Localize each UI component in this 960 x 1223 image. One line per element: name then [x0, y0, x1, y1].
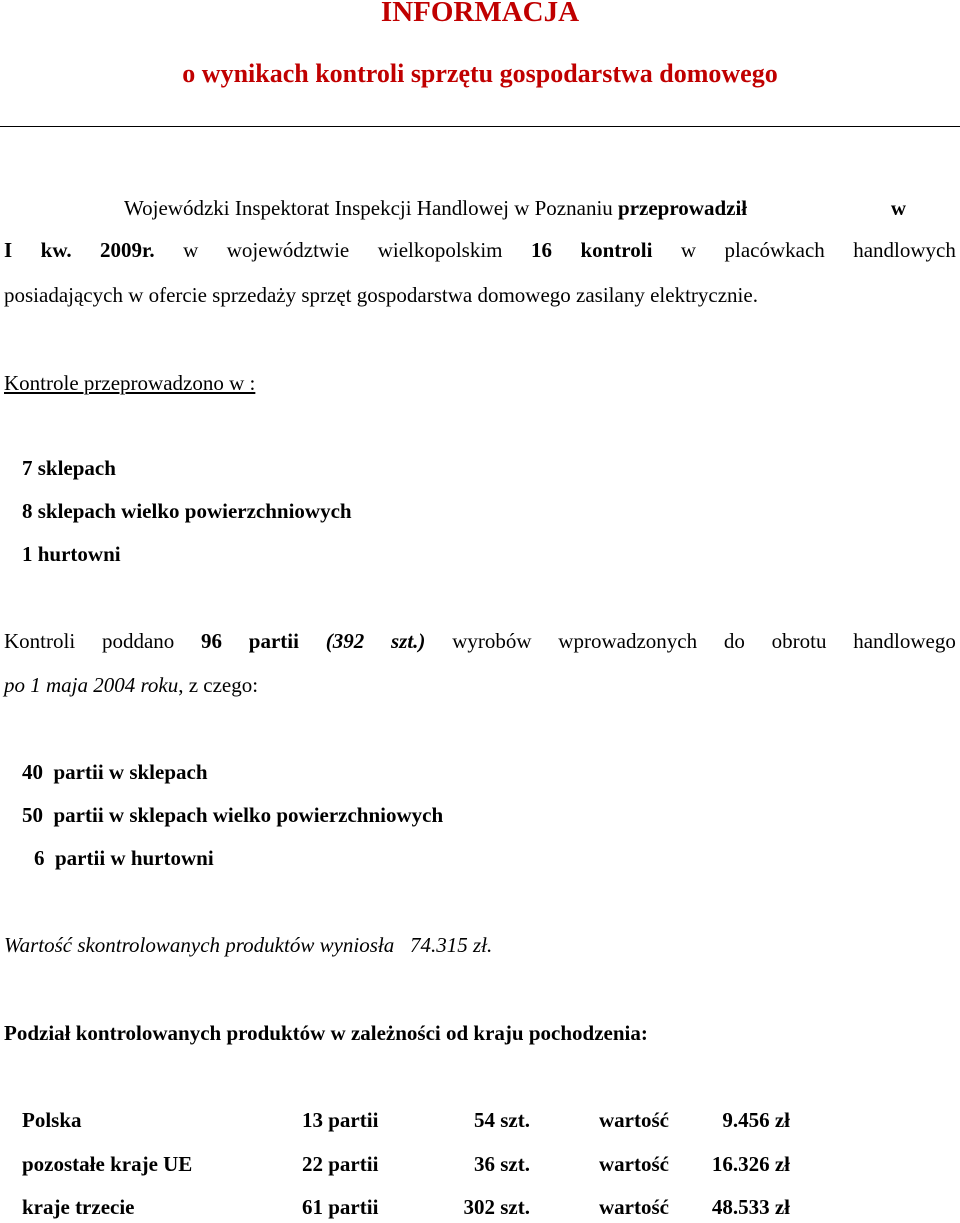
intro-text-2a: I	[4, 238, 13, 262]
origin-partii: 61 partii	[302, 1195, 379, 1219]
batches-word: handlowego	[853, 629, 956, 653]
batches-word: 96	[201, 629, 223, 653]
intro-text-2k: handlowych	[853, 238, 956, 262]
batches-word: wprowadzonych	[558, 629, 698, 653]
batch-item: 50 partii w sklepach wielko powierzchniowych	[22, 803, 444, 827]
origin-country: pozostałe kraje UE	[22, 1152, 193, 1176]
batches-word: Kontroli	[4, 629, 76, 653]
origin-value: 48.533 zł	[711, 1195, 790, 1219]
intro-text-2d: w	[183, 238, 199, 262]
intro-text-2g: 16	[530, 238, 552, 262]
batches-rest: , z czego:	[178, 673, 259, 697]
batches-word: wyrobów	[452, 629, 532, 653]
intro-text-2c: 2009r.	[100, 238, 155, 262]
batches-word: (392	[325, 629, 365, 653]
batch-item: 6 partii w hurtowni	[34, 846, 214, 870]
batches-line-2	[4, 672, 956, 698]
document-subtitle: o wynikach kontroli sprzętu gospodarstwa domowego	[182, 59, 778, 88]
intro-text-2j: placówkach	[724, 238, 825, 262]
origin-szt: 54 szt.	[474, 1108, 530, 1132]
origin-row	[22, 1194, 922, 1220]
origin-partii: 13 partii	[302, 1108, 379, 1132]
location-item: 8 sklepach wielko powierzchniowych	[22, 499, 352, 523]
intro-line-3: posiadających w ofercie sprzedaży sprzęt gospodarstwa domowego zasilany elektrycznie.	[4, 283, 758, 307]
origin-value-label: wartość	[599, 1152, 669, 1176]
origin-szt: 36 szt.	[474, 1152, 530, 1176]
intro-text-2i: w	[680, 238, 697, 262]
batches-word: szt.)	[391, 629, 426, 653]
origin-value-label: wartość	[599, 1108, 669, 1132]
total-value: Wartość skontrolowanych produktów wyniosła 74.315 zł.	[4, 933, 493, 957]
origin-value-label: wartość	[599, 1195, 669, 1219]
origin-szt: 302 szt.	[463, 1195, 530, 1219]
batch-item: 40 partii w sklepach	[22, 760, 208, 784]
intro-text-1c: w	[890, 196, 906, 220]
locations-heading: Kontrole przeprowadzono w :	[4, 371, 256, 395]
origin-heading: Podział kontrolowanych produktów w zależności od kraju pochodzenia:	[4, 1021, 648, 1045]
intro-line-2	[4, 237, 956, 263]
intro-text-2b: kw.	[40, 238, 72, 262]
title-divider	[0, 126, 960, 127]
intro-text-1b: przeprowadził	[618, 196, 748, 220]
intro-line-1	[124, 195, 906, 221]
origin-partii: 22 partii	[302, 1152, 379, 1176]
location-item: 7 sklepach	[22, 456, 116, 480]
batches-word: poddano	[101, 629, 175, 653]
intro-text-2e: województwie	[226, 238, 350, 262]
origin-value: 9.456 zł	[722, 1108, 790, 1132]
origin-row	[22, 1151, 922, 1177]
batches-line-1	[4, 628, 956, 654]
intro-text-1a: Wojewódzki Inspektorat Inspekcji Handlowej w Poznaniu	[124, 196, 619, 220]
document-title: INFORMACJA	[380, 0, 580, 28]
origin-row	[22, 1107, 922, 1133]
batches-date: po 1 maja 2004 roku	[4, 673, 179, 697]
location-item: 1 hurtowni	[22, 542, 121, 566]
batches-word: obrotu	[771, 629, 827, 653]
intro-text-2h: kontroli	[580, 238, 653, 262]
intro-text-2f: wielkopolskim	[377, 238, 503, 262]
batches-word: partii	[248, 629, 299, 653]
origin-country: Polska	[22, 1108, 82, 1132]
batches-word: do	[723, 629, 745, 653]
origin-value: 16.326 zł	[711, 1152, 790, 1176]
origin-country: kraje trzecie	[22, 1195, 135, 1219]
